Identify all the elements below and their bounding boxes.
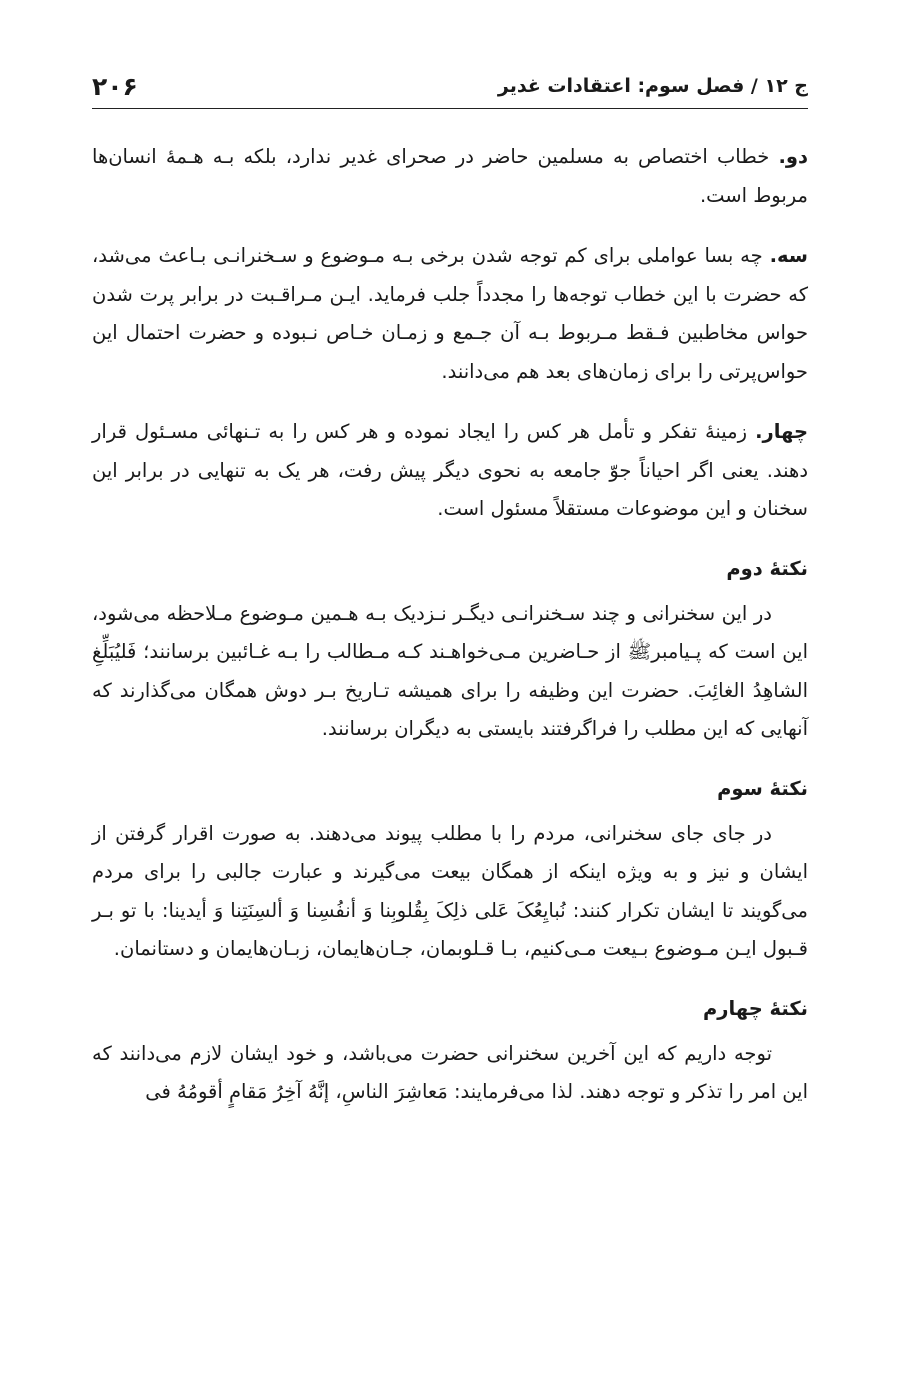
paragraph-three — [92, 237, 808, 391]
section-text: در جای جای سخنرانی، مردم را با مطلب پیوند می‌دهند. به صورت اقرار گرفتن از ایشان و نیز و به ویژه اینکه از همگان بیعت می‌گیرند و عبارت جالبی را برای مردم می‌گویند تا ایشان تکرار کنند: نُبایِعُکَ عَلی ذلِکَ بِقُلوبِنا وَ أنفُسِنا وَ ألسِنَتِنا وَ أیدینا: با تو بـر قـبول ایـن مـوضوع بـیعت مـی‌کنیم، بـا قـلوبمان، جـان‌هایمان، زبـان‌هایمان و دستانمان. — [92, 821, 808, 960]
running-title: ج ۱۲ / فصل سوم: اعتقادات غدیر — [497, 75, 808, 97]
paragraph-text: زمینهٔ تفکر و تأمل هر کس را ایجاد نموده و هر کس را به تـنهائی مسـئول قرار دهند. یعنی اگر احیاناً جوّ جامعه به نحوی دیگر پیش رفت، هر یک به تنهایی در برابر این سخنان و این موضوعات مستقلاً مسئول است. — [92, 420, 808, 520]
section-heading: نکتهٔ دوم — [726, 556, 808, 580]
page-header — [92, 64, 808, 109]
paragraph-two — [92, 138, 808, 215]
paragraph-lead: چهار. — [755, 420, 808, 443]
section-text: توجه داریم که این آخرین سخنرانی حضرت می‌باشد، و خود ایشان لازم می‌دانند که این امر را تذکر و توجه دهند. لذا می‌فرمایند: مَعاشِرَ الناسِ، إنَّهُ آخِرُ مَقامٍ أقومُهُ فی — [92, 1041, 808, 1103]
paragraph-text: خطاب اختصاص به مسلمین حاضر در صحرای غدیر ندارد، بلکه بـه هـمهٔ انسان‌ها مربوط است. — [92, 145, 808, 207]
section-fourth-point — [92, 991, 808, 1112]
section-third-point — [92, 771, 808, 969]
section-text: در این سخنرانی و چند سـخنرانـی دیگـر نـزدیک بـه هـمین مـوضوع مـلاحظه می‌شود، این است که پـیامبرﷺ از حـاضرین مـی‌خواهـند کـه مـطالب را بـه غـائبین برسانند؛ فَلیُبَلِّغِ الشاهِدُ الغائِبَ. حضرت این وظیفه را برای همیشه تـاریخ بـر دوش همگان می‌گذارند که آنهایی که این مطلب را فراگرفتند بایستی به دیگران برسانند. — [92, 601, 808, 740]
section-heading: نکتهٔ چهارم — [702, 996, 808, 1020]
page-content — [92, 138, 808, 1134]
paragraph-four — [92, 413, 808, 529]
section-second-point — [92, 551, 808, 749]
paragraph-lead: دو. — [778, 145, 808, 168]
paragraph-text: چه بسا عواملی برای کم توجه شدن برخی بـه مـوضوع و سـخنرانـی بـاعث می‌شد، که حضرت با این خطاب توجه‌ها را مجدداً جلب فرماید. ایـن مـراقـبت در برابر پرت شدن حواس مخاطبین فـقط مـربوط بـه آن جـمع و زمـان خـاص نـبوده و حضرت احتمال این حواس‌پرتی را برای زمان‌های بعد هم می‌دانند. — [92, 244, 808, 383]
section-heading: نکتهٔ سوم — [717, 776, 808, 800]
paragraph-lead: سه. — [769, 244, 808, 267]
page-number: ۲۰۶ — [92, 71, 138, 101]
